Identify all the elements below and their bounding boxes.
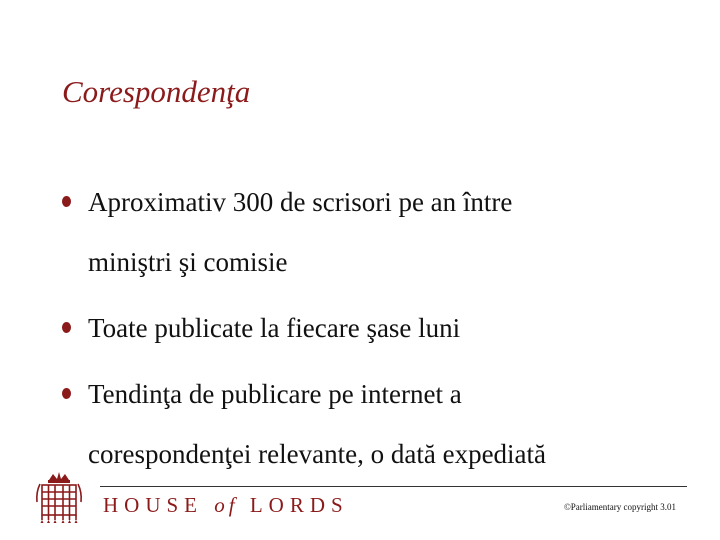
- bullet-item: [60, 172, 680, 292]
- bullet-list: [60, 172, 680, 490]
- slide-title: Corespondenţa: [62, 74, 251, 109]
- bullet-text-line: Aproximativ 300 de scrisori pe an între: [88, 187, 513, 217]
- bullet-icon: [62, 322, 71, 333]
- bullet-item: [60, 364, 680, 484]
- house-of-lords-wordmark: [103, 493, 349, 518]
- bullet-icon: [62, 196, 71, 207]
- bullet-text-line: Toate publicate la fiecare şase luni: [88, 313, 461, 343]
- bullet-item: [60, 298, 680, 358]
- copyright-notice: ©Parliamentary copyright 3.01: [563, 502, 676, 512]
- bullet-text-line: corespondenţei relevante, o dată expediată: [88, 439, 547, 469]
- wordmark-lords: LORDS: [249, 493, 349, 517]
- bullet-text-line: Tendinţa de publicare pe internet a: [88, 379, 462, 409]
- bullet-text-line: miniştri şi comisie: [88, 247, 288, 277]
- bullet-icon: [62, 388, 71, 399]
- wordmark-of: of: [214, 493, 239, 517]
- portcullis-icon: [31, 470, 87, 526]
- wordmark-house: HOUSE: [103, 493, 204, 517]
- footer-divider: [100, 486, 687, 487]
